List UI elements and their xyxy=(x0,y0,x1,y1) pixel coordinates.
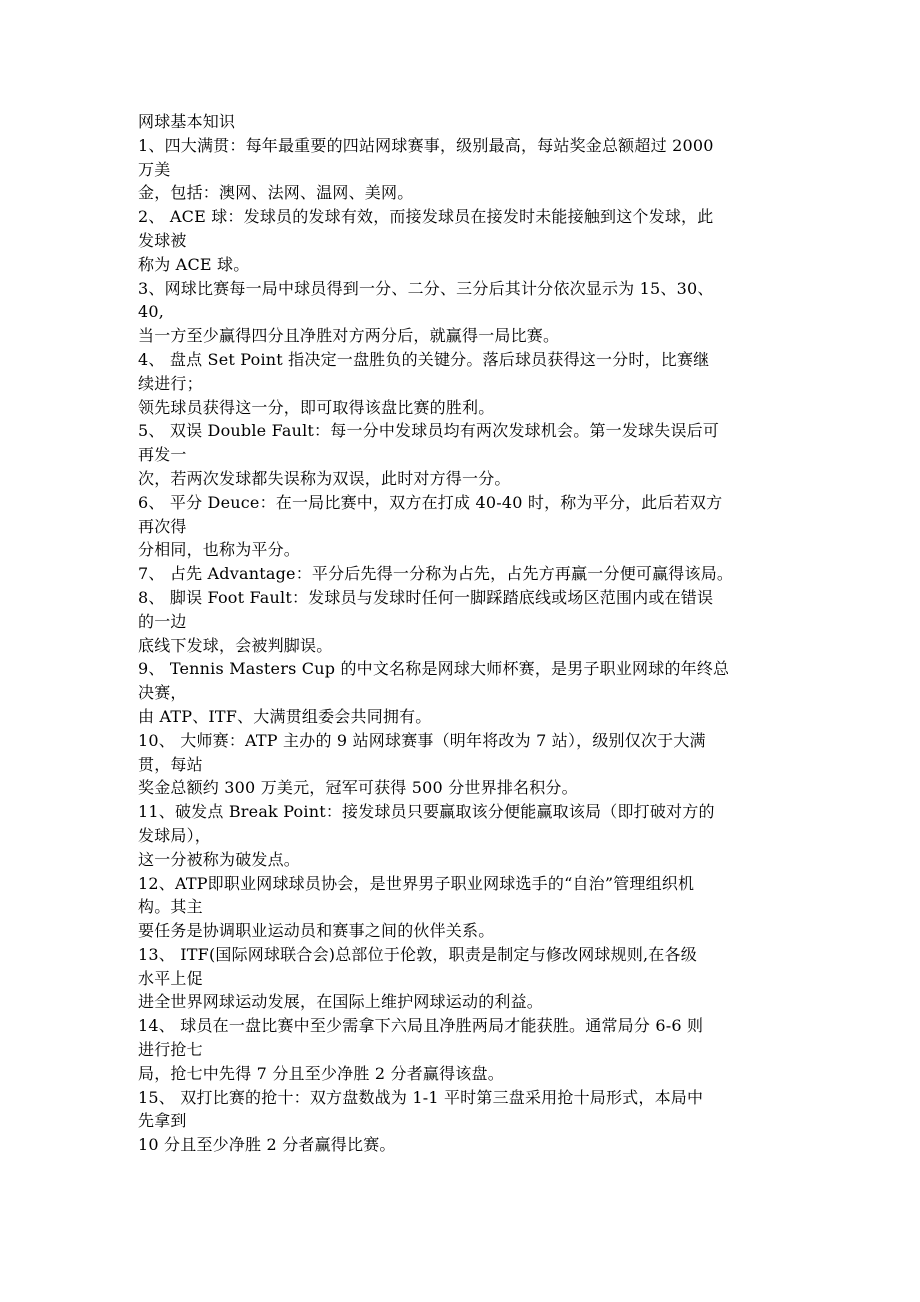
text-line: 万美 xyxy=(138,159,171,179)
text-line: 贯，每站 xyxy=(138,754,203,774)
text-line: 当一方至少赢得四分且净胜对方两分后，就赢得一局比赛。 xyxy=(138,326,560,346)
text-line: 称为 ACE 球。 xyxy=(138,254,250,274)
text-line: 4、 盘点 Set Point 指决定一盘胜负的关键分。落后球员获得这一分时，比赛继 xyxy=(138,349,710,369)
text-line: 10、 大师赛：ATP 主办的 9 站网球赛事（明年将改为 7 站），级别仅次于大满 xyxy=(138,730,706,750)
text-line: 奖金总额约 300 万美元，冠军可获得 500 分世界排名积分。 xyxy=(138,778,578,798)
text-line: 2、 ACE 球：发球员的发球有效，而接发球员在接发时未能接触到这个发球，此 xyxy=(138,207,714,227)
text-line: 14、 球员在一盘比赛中至少需拿下六局且净胜两局才能获胜。通常局分 6-6 则 xyxy=(138,1016,704,1036)
text-line: 发球被 xyxy=(138,230,187,250)
text-line: 金，包括：澳网、法网、温网、美网。 xyxy=(138,183,414,203)
text-line: 10 分且至少净胜 2 分者赢得比赛。 xyxy=(138,1135,396,1155)
text-line: 分相同，也称为平分。 xyxy=(138,540,301,560)
text-line: 水平上促 xyxy=(138,968,203,988)
text-line: 这一分被称为破发点。 xyxy=(138,849,301,869)
text-line: 决赛， xyxy=(138,683,187,703)
text-line: 6、 平分 Deuce：在一局比赛中，双方在打成 40-40 时，称为平分，此后若双方 xyxy=(138,492,723,512)
document-title: 网球基本知识 xyxy=(138,112,236,131)
text-line: 再次得 xyxy=(138,516,187,536)
text-line: 次，若两次发球都失误称为双误，此时对方得一分。 xyxy=(138,468,511,488)
text-line: 1、四大满贯：每年最重要的四站网球赛事，级别最高，每站奖金总额超过 2000 xyxy=(138,135,714,155)
text-line: 底线下发球，会被判脚误。 xyxy=(138,635,333,655)
text-line: 进全世界网球运动发展，在国际上维护网球运动的利益。 xyxy=(138,992,544,1012)
text-line: 由 ATP、ITF、大满贯组委会共同拥有。 xyxy=(138,706,432,726)
document-body xyxy=(138,110,798,1157)
text-line: 9、 Tennis Masters Cup 的中文名称是网球大师杯赛，是男子职业网球的年终总 xyxy=(138,659,730,679)
text-line: 8、 脚误 Foot Fault：发球员与发球时任何一脚踩踏底线或场区范围内或在错误 xyxy=(138,587,714,607)
text-line: 再发一 xyxy=(138,445,187,465)
text-line: 局，抢七中先得 7 分且至少净胜 2 分者赢得该盘。 xyxy=(138,1063,504,1083)
text-line: 5、 双误 Double Fault：每一分中发球员均有两次发球机会。第一发球失误后可 xyxy=(138,421,720,441)
text-line: 40, xyxy=(138,302,165,322)
text-line: 3、网球比赛每一局中球员得到一分、二分、三分后其计分依次显示为 15、30、 xyxy=(138,278,714,298)
text-line: 7、 占先 Advantage：平分后先得一分称为占先，占先方再赢一分便可赢得该局。 xyxy=(138,564,734,584)
text-line: 续进行； xyxy=(138,373,203,393)
text-line: 15、 双打比赛的抢十：双方盘数战为 1-1 平时第三盘采用抢十局形式，本局中 xyxy=(138,1087,704,1107)
text-line: 领先球员获得这一分，即可取得该盘比赛的胜利。 xyxy=(138,397,495,417)
text-line: 11、破发点 Break Point：接发球员只要赢取该分便能赢取该局（即打破对方的 xyxy=(138,802,715,822)
text-line: 先拿到 xyxy=(138,1111,187,1131)
text-line: 的一边 xyxy=(138,611,187,631)
text-line: 13、 ITF(国际网球联合会)总部位于伦敦，职责是制定与修改网球规则,在各级 xyxy=(138,944,697,964)
text-line: 12、ATP即职业网球球员协会，是世界男子职业网球选手的“自治”管理组织机 xyxy=(138,873,695,893)
text-line: 要任务是协调职业运动员和赛事之间的伙伴关系。 xyxy=(138,921,495,941)
text-line: 进行抢七 xyxy=(138,1040,203,1060)
text-line: 构。其主 xyxy=(138,897,203,917)
text-line: 发球局）， xyxy=(138,825,212,845)
